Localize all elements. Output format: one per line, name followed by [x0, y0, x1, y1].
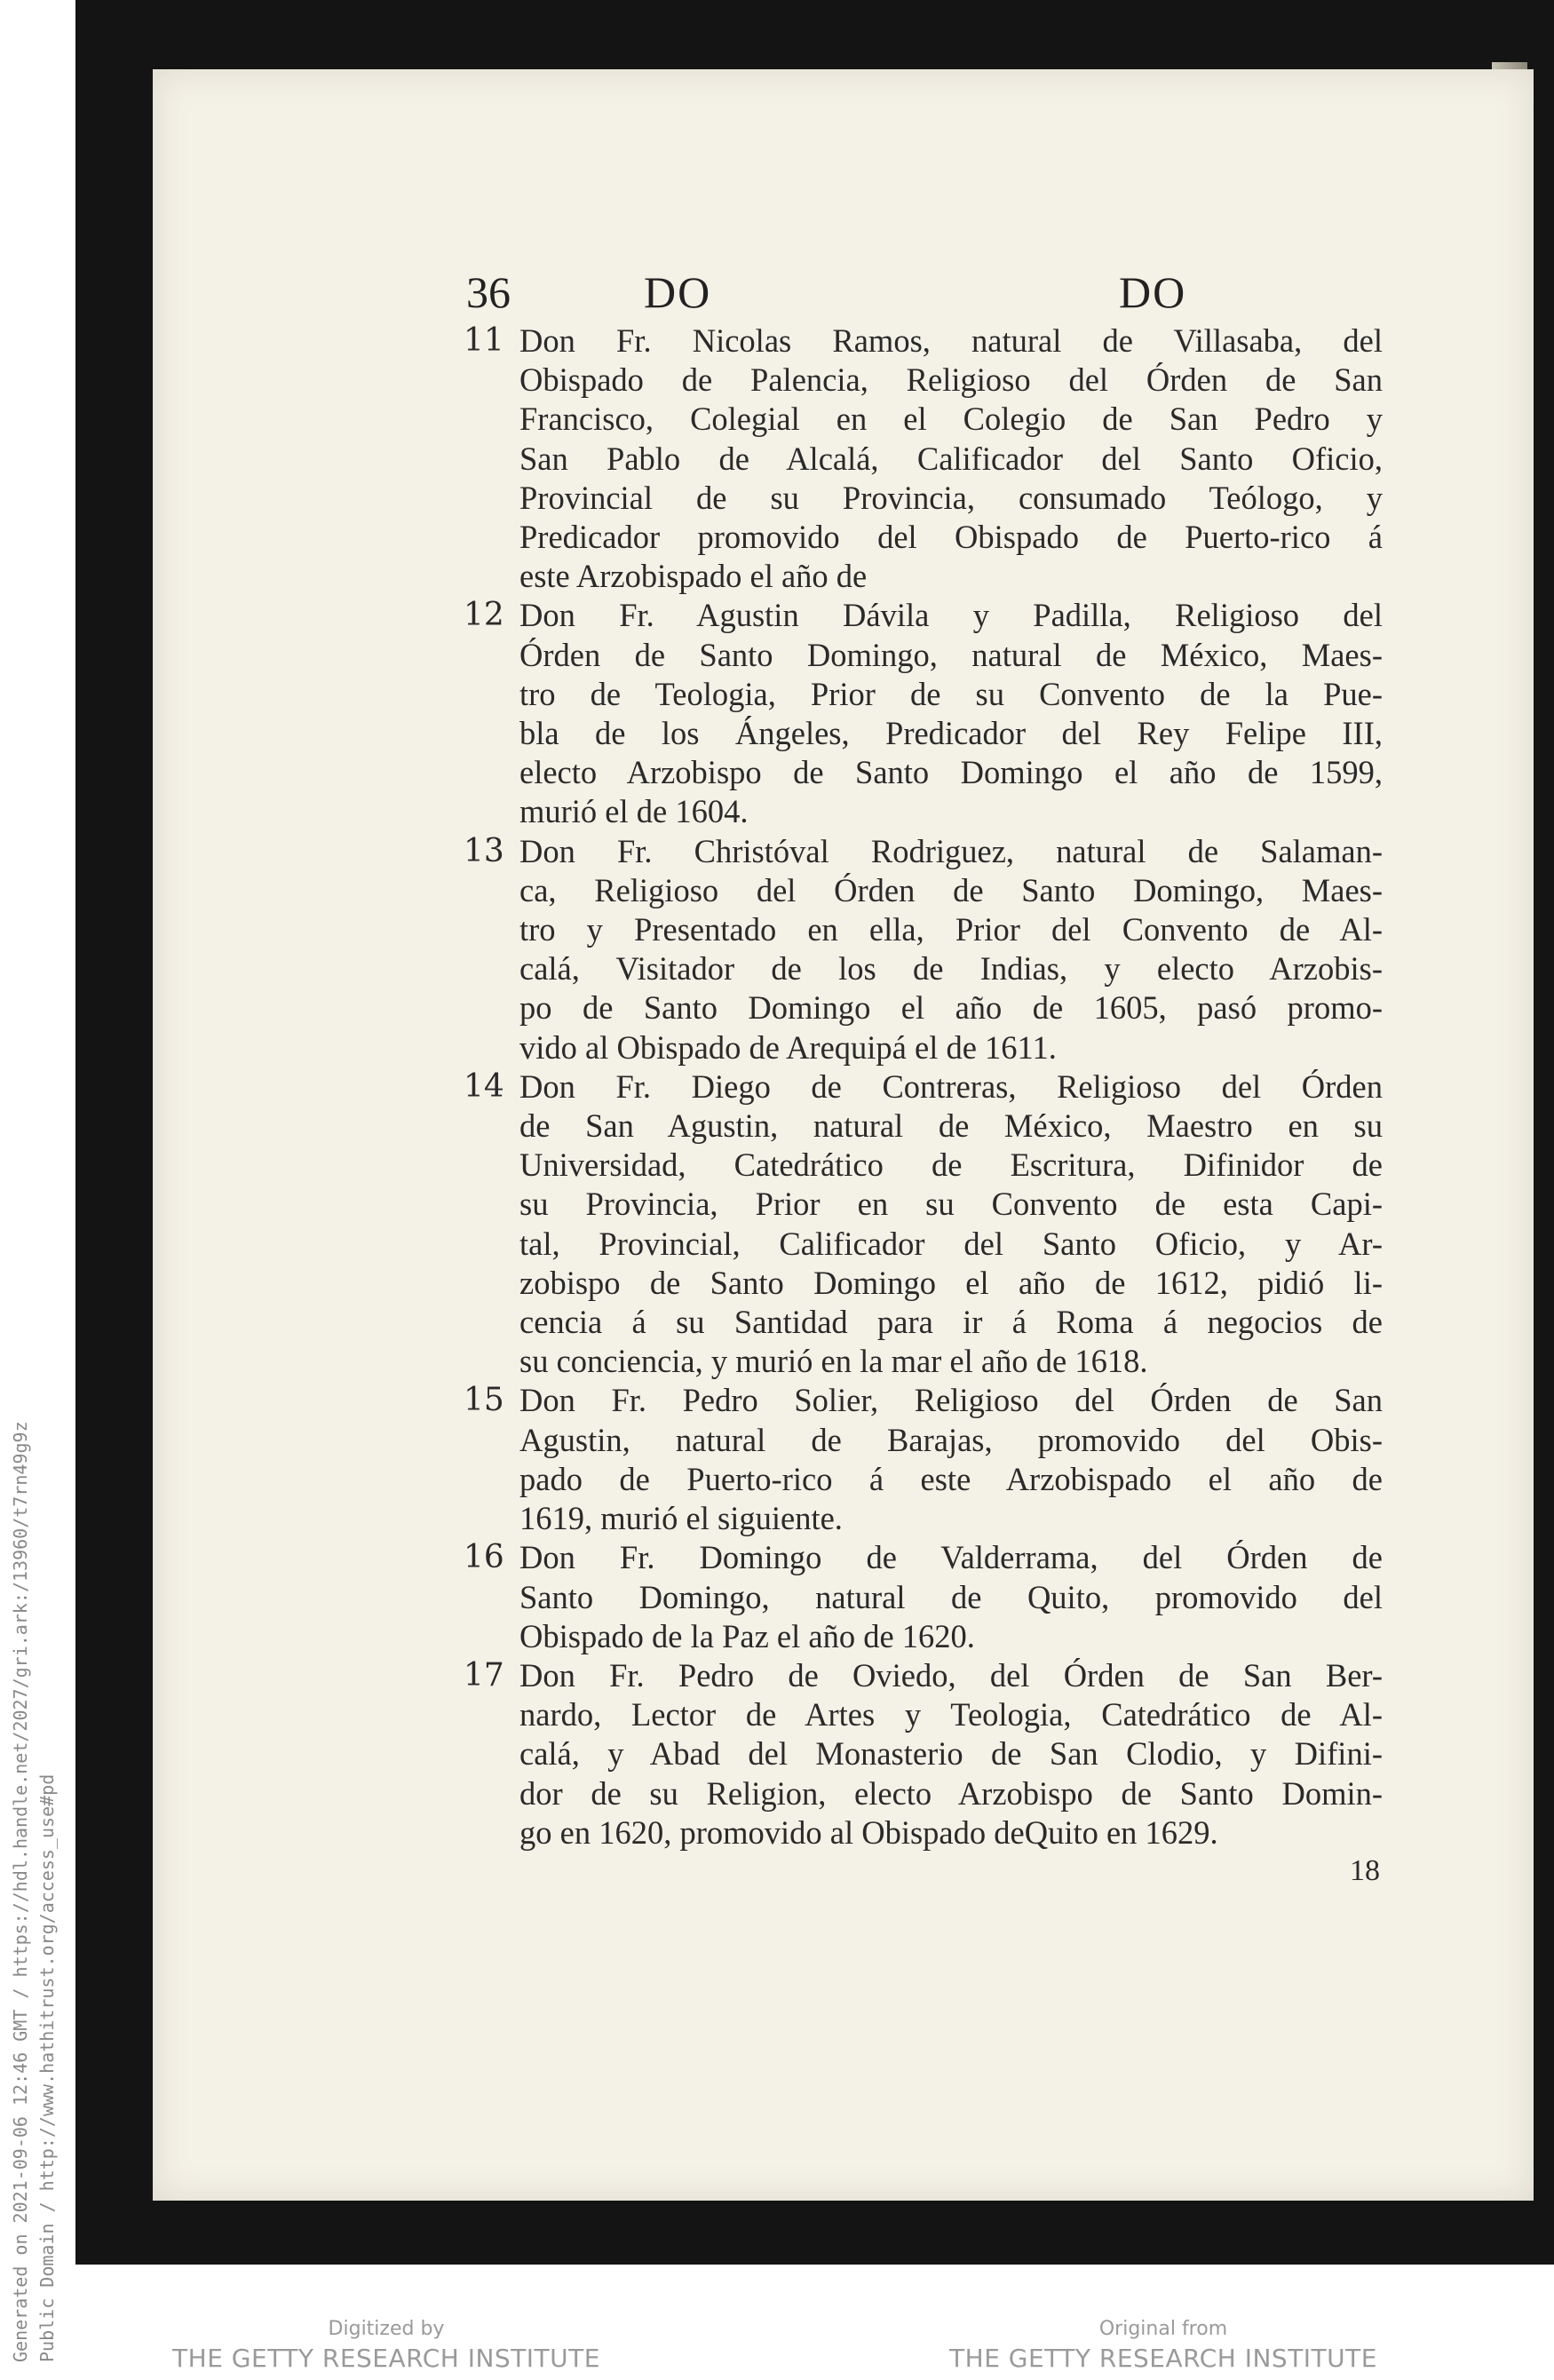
footer-original-from [941, 2318, 1385, 2373]
entry-line: Don Fr. Agustin Dávila y Padilla, Religioso del [519, 597, 1383, 634]
page-number: 36 [466, 267, 511, 317]
entry-line: Don Fr. Pedro Solier, Religioso del Órden de San [519, 1382, 1383, 1419]
entry-line: Agustin, natural de Barajas, promovido del Obis- [519, 1421, 1383, 1458]
catchword: 18 [1350, 1854, 1380, 1887]
running-head [466, 266, 1203, 320]
entry [464, 1656, 1383, 1852]
stamp-line-2: Public Domain / http://www.hathitrust.org/access_use#pd [36, 1773, 58, 2362]
entry-line: electo Arzobispo de Santo Domingo el año de 1599, [519, 754, 1383, 791]
hathitrust-stamp [7, 1421, 60, 2362]
entry-line: San Pablo de Alcalá, Calificador del Santo Oficio, [519, 440, 1383, 477]
entry-line: Santo Domingo, natural de Quito, promovido del [519, 1578, 1383, 1615]
entry-line: go en 1620, promovido al Obispado deQuito en 1629. [519, 1813, 1218, 1851]
footer-digitized-by [164, 2318, 608, 2373]
entry-line: dor de su Religion, electo Arzobispo de Santo Domin- [519, 1774, 1383, 1812]
footer-left-caption: Digitized by [328, 2318, 445, 2340]
entry-line: Órden de Santo Domingo, natural de México, Maes- [519, 636, 1383, 673]
entry-list [464, 321, 1383, 1852]
entry-number: 13 [464, 832, 504, 869]
entry-line: murió el de 1604. [519, 793, 749, 830]
entry [464, 1067, 1383, 1382]
entry-line: Universidad, Catedrático de Escritura, Difinidor de [519, 1146, 1383, 1184]
entry-line: cencia á su Santidad para ir á Roma á negocios de [519, 1304, 1383, 1341]
entry-number: 12 [464, 597, 504, 634]
entry-line: este Arzobispado el año de [519, 558, 868, 595]
entry-line: Predicador promovido del Obispado de Puerto-rico á [519, 519, 1383, 556]
entry-line: bla de los Ángeles, Predicador del Rey Felipe III, [519, 715, 1383, 752]
entry-line: Don Fr. Diego de Contreras, Religioso del Órden [519, 1067, 1383, 1105]
entry-line: Don Fr. Domingo de Valderrama, del Órden de [519, 1539, 1383, 1576]
running-head-right: DO [1119, 267, 1187, 317]
entry-number: 14 [464, 1067, 504, 1105]
entry-line: Obispado de Palencia, Religioso del Órden de San [519, 361, 1383, 399]
entry-line: Don Fr. Pedro de Oviedo, del Órden de San Ber- [519, 1656, 1383, 1694]
entry-line: ca, Religioso del Órden de Santo Domingo, Maes- [519, 871, 1383, 908]
entry-line: tal, Provincial, Calificador del Santo Oficio, y Ar- [519, 1225, 1383, 1262]
entry-line: Francisco, Colegial en el Colegio de San Pedro y [519, 401, 1383, 438]
entry-line: tro y Presentado en ella, Prior del Convento de Al- [519, 911, 1383, 948]
entry-line: Obispado de la Paz el año de 1620. [519, 1617, 975, 1654]
footer-right-institution: THE GETTY RESEARCH INSTITUTE [949, 2344, 1377, 2373]
entry-number: 15 [464, 1382, 504, 1419]
entry-number: 16 [464, 1539, 504, 1576]
entry-number: 17 [464, 1656, 504, 1694]
entry-line: su conciencia, y murió en la mar el año de 1618. [519, 1343, 1148, 1380]
entry-line: po de Santo Domingo el año de 1605, pasó promo- [519, 989, 1383, 1027]
entry-line: su Provincia, Prior en su Convento de esta Capi- [519, 1186, 1383, 1223]
entry [464, 1538, 1383, 1656]
entry-number: 11 [464, 322, 504, 359]
entry-line: de San Agustin, natural de México, Maestro en su [519, 1107, 1383, 1145]
entry [464, 321, 1383, 596]
entry-line: Don Fr. Nicolas Ramos, natural de Villasaba, del [519, 322, 1383, 359]
entry-line: calá, y Abad del Monasterio de San Clodio, y Difini- [519, 1735, 1383, 1773]
footer-right-caption: Original from [1098, 2318, 1228, 2340]
entry-line: calá, Visitador de los de Indias, y electo Arzobis- [519, 950, 1383, 988]
footer-left-institution: THE GETTY RESEARCH INSTITUTE [172, 2344, 600, 2373]
entry [464, 832, 1383, 1067]
entry-line: Provincial de su Provincia, consumado Teólogo, y [519, 479, 1383, 516]
entry-line: Don Fr. Christóval Rodriguez, natural de Salaman- [519, 832, 1383, 869]
entry-line: nardo, Lector de Artes y Teologia, Catedrático de Al- [519, 1696, 1383, 1733]
entry [464, 1381, 1383, 1538]
entry-line: 1619, murió el siguiente. [519, 1500, 843, 1537]
stamp-line-1: Generated on 2021-09-06 12:46 GMT / https://hdl.handle.net/2027/gri.ark:/13960/t7rn49g9z [10, 1421, 31, 2362]
entry-line: zobispo de Santo Domingo el año de 1612, pidió li- [519, 1264, 1383, 1301]
running-head-left: DO [644, 267, 712, 317]
entry-line: pado de Puerto-rico á este Arzobispado el año de [519, 1460, 1383, 1497]
entry [464, 596, 1383, 831]
entry-line: vido al Obispado de Arequipá el de 1611. [519, 1028, 1057, 1066]
entry-line: tro de Teologia, Prior de su Convento de la Pue- [519, 675, 1383, 712]
